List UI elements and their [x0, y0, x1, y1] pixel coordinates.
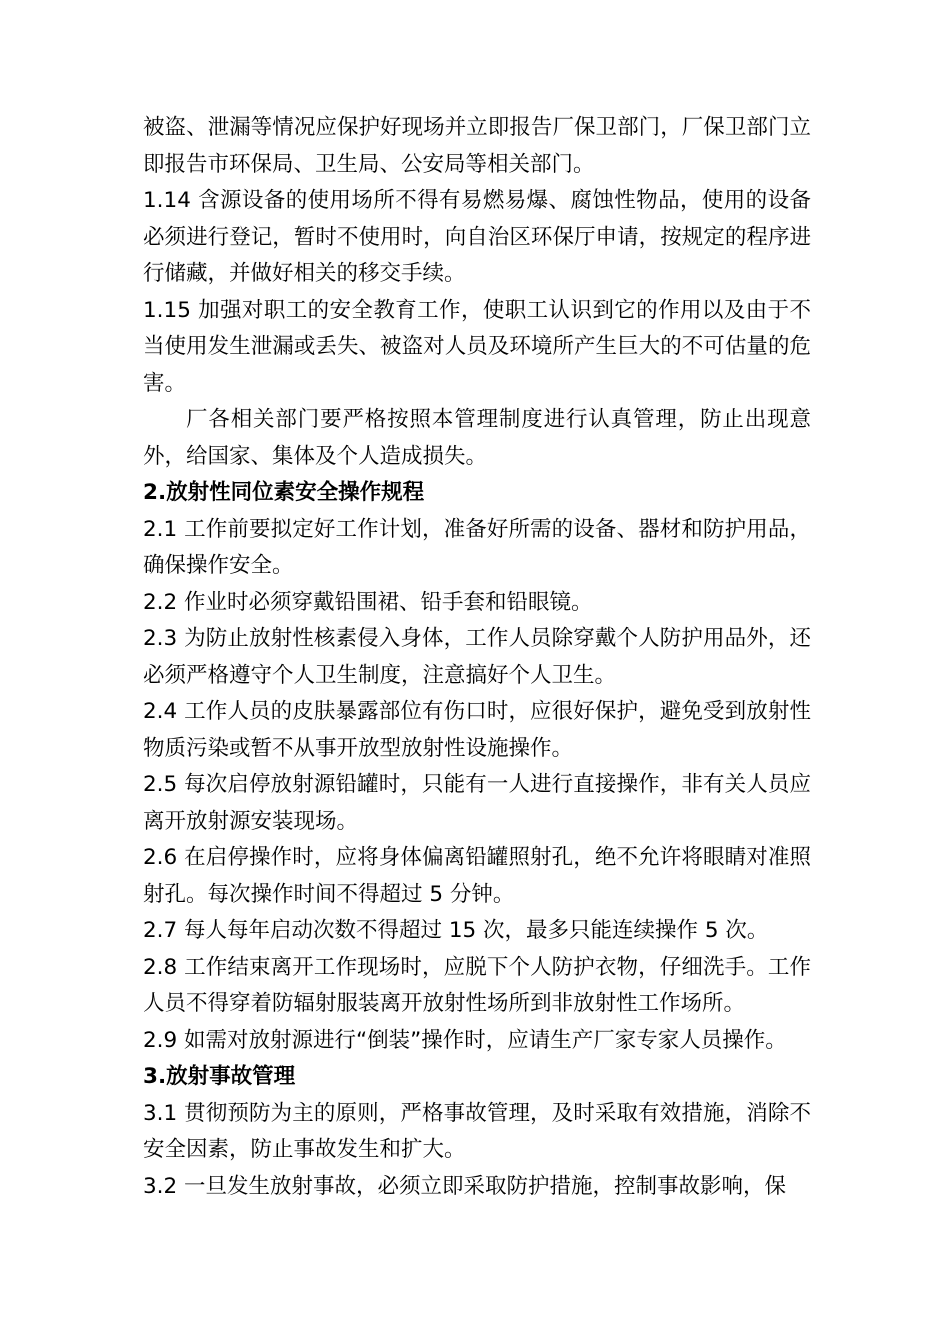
paragraph-2-8: 2.8 工作结束离开工作现场时，应脱下个人防护衣物，仔细洗手。工作人员不得穿着防辐射服装离开放射性场所到非放射性工作场所。	[143, 954, 811, 1016]
paragraph-2-3: 2.3 为防止放射性核素侵入身体，工作人员除穿戴个人防护用品外，还必须严格遵守个人卫生制度，注意搞好个人卫生。	[143, 626, 811, 688]
section-heading-2: 2.放射性同位素安全操作规程	[143, 480, 425, 505]
paragraph-2-2: 2.2 作业时必须穿戴铅围裙、铅手套和铅眼镜。	[143, 589, 593, 615]
paragraph-1-15: 1.15 加强对职工的安全教育工作，使职工认识到它的作用以及由于不当使用发生泄漏或丢失、被盗对人员及环境所产生巨大的不可估量的危害。	[143, 297, 811, 396]
paragraph-continuation: 被盗、泄漏等情况应保护好现场并立即报告厂保卫部门，厂保卫部门立即报告市环保局、卫生局、公安局等相关部门。	[143, 115, 811, 177]
paragraph-2-7: 2.7 每人每年启动次数不得超过 15 次，最多只能连续操作 5 次。	[143, 918, 769, 943]
paragraph-2-9: 2.9 如需对放射源进行“倒装”操作时，应请生产厂家专家人员操作。	[143, 1027, 787, 1053]
paragraph-summary: 厂各相关部门要严格按照本管理制度进行认真管理，防止出现意外，给国家、集体及个人造成损失。	[143, 407, 811, 469]
document-page	[143, 110, 811, 1205]
paragraph-3-2: 3.2 一旦发生放射事故，必须立即采取防护措施，控制事故影响，保	[143, 1173, 787, 1199]
paragraph-2-4: 2.4 工作人员的皮肤暴露部位有伤口时，应很好保护，避免受到放射性物质污染或暂不从事开放型放射性设施操作。	[143, 699, 811, 761]
paragraph-2-6: 2.6 在启停操作时，应将身体偏离铅罐照射孔，绝不允许将眼睛对准照射孔。每次操作时间不得超过 5 分钟。	[143, 845, 811, 907]
paragraph-1-14: 1.14 含源设备的使用场所不得有易燃易爆、腐蚀性物品，使用的设备必须进行登记，暂时不使用时，向自治区环保厅申请，按规定的程序进行储藏，并做好相关的移交手续。	[143, 188, 811, 286]
section-heading-3: 3.放射事故管理	[143, 1064, 296, 1089]
paragraph-2-1: 2.1 工作前要拟定好工作计划，准备好所需的设备、器材和防护用品，确保操作安全。	[143, 516, 811, 578]
paragraph-3-1: 3.1 贯彻预防为主的原则，严格事故管理，及时采取有效措施，消除不安全因素，防止事故发生和扩大。	[143, 1100, 811, 1162]
paragraph-2-5: 2.5 每次启停放射源铅罐时，只能有一人进行直接操作，非有关人员应离开放射源安装现场。	[143, 772, 811, 834]
